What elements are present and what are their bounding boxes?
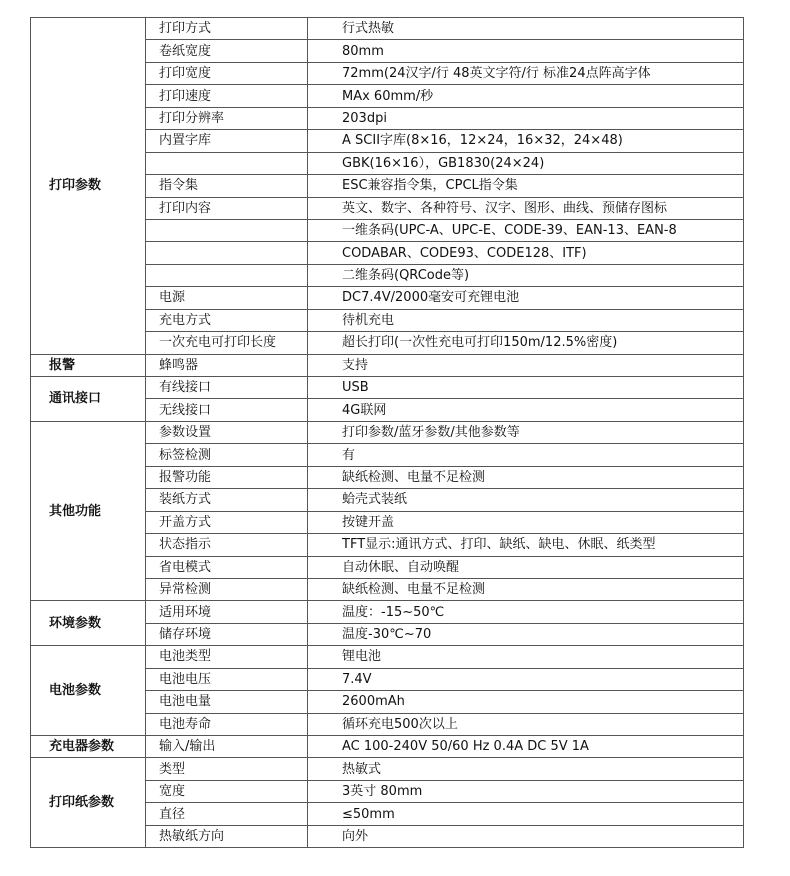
item-cell: 开盖方式 [146,511,308,533]
item-cell: 热敏纸方向 [146,825,308,847]
item-cell: 打印宽度 [146,62,308,84]
item-cell: 电池电压 [146,668,308,690]
value-cell: 缺纸检测、电量不足检测 [308,578,744,600]
value-cell: 热敏式 [308,758,744,780]
value-cell: ≤50mm [308,803,744,825]
table-row [31,18,744,40]
item-cell: 类型 [146,758,308,780]
item-cell: 状态指示 [146,534,308,556]
value-cell: 待机充电 [308,309,744,331]
value-cell: ESC兼容指令集，CPCL指令集 [308,175,744,197]
item-cell: 电池类型 [146,646,308,668]
value-cell: TFT显示:通讯方式、打印、缺纸、缺电、休眠、纸类型 [308,534,744,556]
item-cell: 打印内容 [146,197,308,219]
item-cell: 一次充电可打印长度 [146,332,308,354]
table-row [31,601,744,623]
item-cell: 内置字库 [146,130,308,152]
value-cell: 温度-30℃~70 [308,623,744,645]
value-cell: 7.4V [308,668,744,690]
category-cell: 环境参数 [31,601,146,646]
table-row [31,646,744,668]
category-cell: 电池参数 [31,646,146,736]
spec-table-body [31,18,744,848]
value-cell: 支持 [308,354,744,376]
value-cell: USB [308,377,744,399]
table-row [31,354,744,376]
item-cell: 输入/输出 [146,736,308,758]
item-cell: 宽度 [146,780,308,802]
value-cell: CODABAR、CODE93、CODE128、ITF) [308,242,744,264]
value-cell: 二维条码(QRCode等) [308,264,744,286]
value-cell: 锂电池 [308,646,744,668]
table-row [31,736,744,758]
value-cell: 英文、数字、各种符号、汉字、图形、曲线、预储存图标 [308,197,744,219]
item-cell [146,242,308,264]
value-cell: 循环充电500次以上 [308,713,744,735]
category-cell: 其他功能 [31,421,146,601]
table-row [31,421,744,443]
item-cell: 电池寿命 [146,713,308,735]
table-row [31,377,744,399]
item-cell: 直径 [146,803,308,825]
value-cell: 4G联网 [308,399,744,421]
value-cell: 自动休眠、自动唤醒 [308,556,744,578]
value-cell: AC 100-240V 50/60 Hz 0.4A DC 5V 1A [308,736,744,758]
item-cell: 标签检测 [146,444,308,466]
item-cell: 装纸方式 [146,489,308,511]
value-cell: 缺纸检测、电量不足检测 [308,466,744,488]
item-cell [146,152,308,174]
item-cell: 打印分辨率 [146,107,308,129]
value-cell: 按键开盖 [308,511,744,533]
item-cell: 有线接口 [146,377,308,399]
value-cell: MAx 60mm/秒 [308,85,744,107]
value-cell: 有 [308,444,744,466]
category-cell: 通讯接口 [31,377,146,422]
category-cell: 充电器参数 [31,736,146,758]
item-cell: 电源 [146,287,308,309]
item-cell: 参数设置 [146,421,308,443]
item-cell: 报警功能 [146,466,308,488]
category-cell: 打印参数 [31,18,146,355]
category-cell: 报警 [31,354,146,376]
item-cell: 电池电量 [146,691,308,713]
value-cell: 一维条码(UPC-A、UPC-E、CODE-39、EAN-13、EAN-8 [308,219,744,241]
value-cell: 向外 [308,825,744,847]
value-cell: 203dpi [308,107,744,129]
item-cell: 打印速度 [146,85,308,107]
item-cell: 无线接口 [146,399,308,421]
value-cell: 2600mAh [308,691,744,713]
item-cell [146,264,308,286]
value-cell: 蛤壳式装纸 [308,489,744,511]
item-cell: 异常检测 [146,578,308,600]
item-cell: 卷纸宽度 [146,40,308,62]
value-cell: 行式热敏 [308,18,744,40]
value-cell: 超长打印(一次性充电可打印150m/12.5%密度) [308,332,744,354]
value-cell: A SCII字库(8×16，12×24，16×32，24×48) [308,130,744,152]
item-cell: 省电模式 [146,556,308,578]
value-cell: 72mm(24汉字/行 48英文字符/行 标准24点阵高字体 [308,62,744,84]
value-cell: 80mm [308,40,744,62]
item-cell: 蜂鸣器 [146,354,308,376]
value-cell: 打印参数/蓝牙参数/其他参数等 [308,421,744,443]
item-cell: 打印方式 [146,18,308,40]
table-row [31,758,744,780]
item-cell: 充电方式 [146,309,308,331]
item-cell [146,219,308,241]
item-cell: 储存环境 [146,623,308,645]
value-cell: 3英寸 80mm [308,780,744,802]
value-cell: 温度：-15~50℃ [308,601,744,623]
item-cell: 适用环境 [146,601,308,623]
value-cell: DC7.4V/2000毫安可充锂电池 [308,287,744,309]
spec-table [30,17,744,848]
value-cell: GBK(16×16），GB1830(24×24) [308,152,744,174]
category-cell: 打印纸参数 [31,758,146,848]
item-cell: 指令集 [146,175,308,197]
